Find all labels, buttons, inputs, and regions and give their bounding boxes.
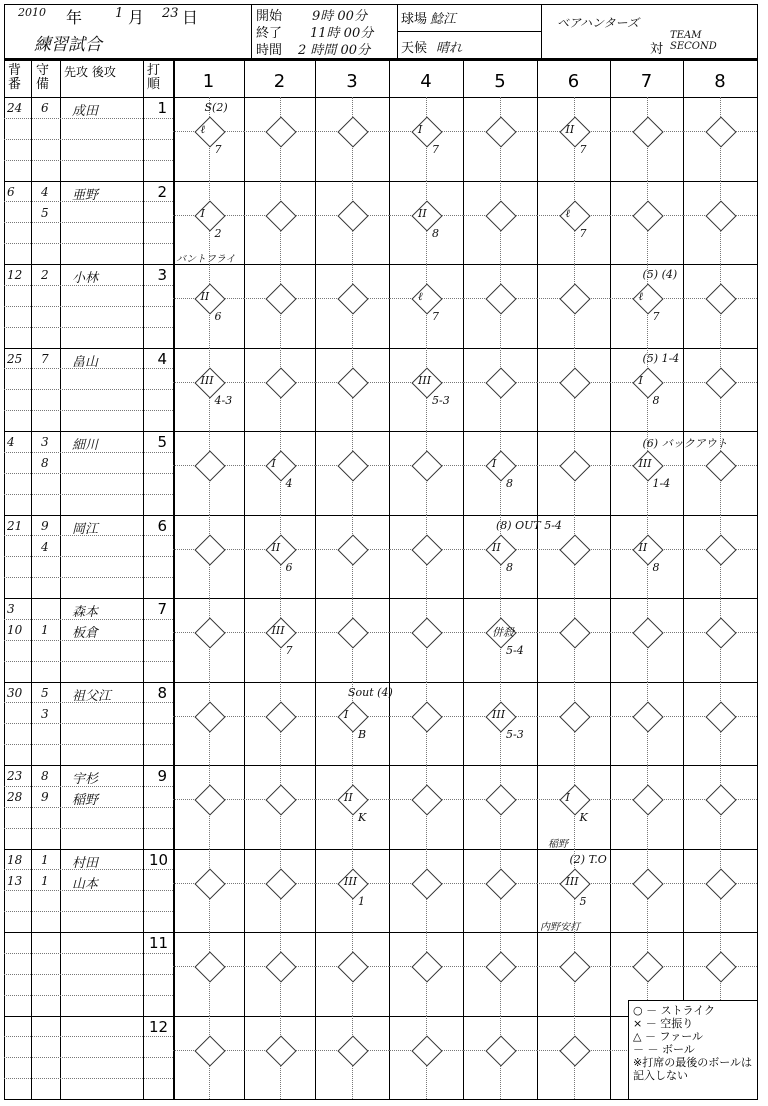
diamond-icon — [337, 951, 368, 982]
grid-column-line — [757, 60, 758, 1099]
player-name: 板倉 — [72, 626, 99, 641]
player-name: 山本 — [72, 876, 99, 892]
weather: 晴れ — [436, 41, 463, 56]
legend-item: － － ボール — [633, 1043, 695, 1056]
day: 23 — [162, 6, 179, 21]
inning-header: 3 — [346, 71, 358, 92]
diamond-icon — [265, 283, 296, 314]
row-line — [4, 682, 757, 683]
at-bat-mark: 6 — [285, 560, 293, 574]
diamond-icon — [632, 951, 663, 982]
grid-column-line — [143, 60, 144, 1099]
at-bat-mark: III — [638, 457, 652, 470]
diamond-icon — [485, 868, 516, 899]
player-number: 30 — [7, 685, 23, 700]
sub-line — [4, 995, 173, 996]
diamond-icon — [632, 868, 663, 899]
inning-header: 2 — [273, 71, 286, 92]
diamond-icon — [632, 617, 663, 648]
inning-header: 6 — [567, 71, 580, 92]
at-bat-mark: II — [344, 791, 353, 804]
at-bat-mark: 7 — [285, 644, 293, 657]
at-bat-mark: II — [565, 123, 575, 136]
diamond-icon — [705, 200, 736, 231]
at-bat-mark: I — [492, 457, 497, 470]
legend-item: × － 空振り — [633, 1017, 694, 1030]
diamond-icon — [559, 701, 590, 732]
row-line — [4, 181, 757, 182]
diamond-icon — [337, 1035, 368, 1066]
at-bat-mark: III — [271, 624, 285, 637]
inning-header: 8 — [714, 71, 726, 92]
grid-column-line — [463, 60, 464, 1099]
player-name: 小林 — [72, 271, 99, 286]
diamond-icon — [559, 450, 590, 481]
team-away: TEAM SECOND — [670, 30, 717, 52]
diamond-icon — [411, 701, 442, 732]
at-bat-mark: 4-3 — [214, 393, 233, 407]
player-name: 亜野 — [72, 187, 99, 203]
diamond-icon — [485, 784, 516, 815]
diamond-icon — [337, 283, 368, 314]
at-bat-mark: B — [358, 727, 367, 741]
inning-header: 1 — [202, 71, 215, 92]
sub-line — [4, 139, 173, 140]
diamond-icon — [705, 617, 736, 648]
batting-order: 1 — [157, 99, 167, 117]
at-bat-mark: 1-4 — [652, 477, 671, 490]
at-bat-mark: 併殺 — [492, 626, 514, 639]
team-home: ベアハンターズ — [557, 16, 639, 30]
player-number: 6 — [7, 184, 15, 199]
player-number: 10 — [7, 623, 23, 637]
sub-line — [4, 306, 173, 307]
diamond-icon — [705, 784, 736, 815]
margin-note: バントフライ — [176, 254, 236, 265]
player-position: 3 — [41, 706, 49, 721]
at-bat-mark: 8 — [652, 560, 660, 574]
sub-line — [4, 243, 173, 244]
row-line — [4, 515, 757, 516]
at-bat-mark: 8 — [506, 560, 513, 574]
diamond-icon — [705, 367, 736, 398]
sub-line — [4, 222, 173, 223]
at-bat-mark: ℓ — [200, 123, 206, 136]
at-bat-mark: 7 — [432, 310, 439, 323]
at-bat-mark: I — [638, 373, 643, 387]
player-name: 祖父江 — [72, 688, 112, 704]
player-name: 稲野 — [72, 793, 99, 808]
at-bat-mark: 8 — [506, 477, 513, 490]
row-line — [4, 598, 757, 599]
player-name: 畠山 — [72, 354, 99, 370]
year: 2010 — [18, 6, 46, 19]
player-number: 18 — [7, 852, 23, 867]
player-number: 3 — [7, 602, 15, 616]
diamond-icon — [705, 450, 736, 481]
legend-box — [628, 1000, 758, 1100]
at-bat-mark: I — [344, 707, 349, 721]
diamond-icon — [705, 951, 736, 982]
at-bat-mark: III — [344, 874, 358, 888]
diamond-icon — [411, 784, 442, 815]
sub-line — [4, 1078, 173, 1079]
diamond-icon — [194, 701, 225, 732]
at-bat-mark: 7 — [652, 310, 660, 323]
player-position: 3 — [41, 435, 49, 449]
at-bat-mark: I — [200, 206, 205, 220]
sub-line — [4, 1057, 173, 1058]
batting-order: 6 — [157, 516, 167, 535]
player-number: 13 — [7, 873, 23, 888]
at-bat-mark: 2 — [214, 226, 222, 240]
at-bat-mark: I — [418, 123, 423, 136]
diamond-icon — [265, 951, 296, 982]
diamond-icon — [337, 116, 368, 147]
at-bat-mark: 1 — [358, 894, 365, 908]
col-side-header: 先攻 後攻 — [64, 65, 116, 79]
diamond-icon — [559, 367, 590, 398]
start-label: 開始 — [256, 9, 283, 24]
sub-line — [4, 744, 173, 745]
grid-column-line — [173, 60, 175, 1099]
diamond-icon — [485, 283, 516, 314]
player-name: 成田 — [72, 104, 99, 119]
player-position: 9 — [41, 518, 49, 533]
sub-line — [4, 661, 173, 662]
player-number: 28 — [7, 790, 23, 804]
row-line — [4, 932, 757, 933]
diamond-icon — [485, 951, 516, 982]
batting-order: 2 — [157, 182, 167, 201]
grid-column-line — [31, 60, 32, 1099]
sub-line — [4, 723, 173, 724]
sub-line — [4, 1036, 173, 1037]
player-name: 宇杉 — [72, 772, 99, 787]
at-bat-mark: III — [200, 373, 214, 387]
player-name: 森本 — [72, 605, 99, 620]
diamond-icon — [705, 868, 736, 899]
inning-header: 4 — [420, 71, 432, 92]
diamond-icon — [411, 868, 442, 899]
player-name: 細川 — [72, 438, 99, 453]
col-number-header: 背番 — [8, 63, 22, 92]
diamond-icon — [337, 367, 368, 398]
at-bat-mark: (5) (4) — [642, 268, 678, 281]
diamond-icon — [485, 116, 516, 147]
batting-order: 12 — [149, 1017, 169, 1036]
at-bat-mark: I — [271, 457, 276, 470]
diamond-icon — [411, 1035, 442, 1066]
at-bat-mark: 7 — [579, 226, 587, 240]
at-bat-mark: 8 — [432, 226, 439, 240]
inning-header: 5 — [494, 71, 506, 92]
row-line — [4, 431, 757, 432]
at-bat-mark: II — [200, 290, 210, 303]
at-bat-mark: ℓ — [565, 206, 571, 220]
at-bat-mark: 8 — [652, 393, 660, 407]
duration-label: 時間 — [256, 43, 283, 58]
batting-order: 3 — [157, 266, 167, 284]
diamond-icon — [194, 450, 225, 481]
player-position: 4 — [41, 539, 49, 554]
sub-line — [4, 556, 173, 557]
diamond-icon — [194, 1035, 225, 1066]
grid-column-line — [537, 60, 538, 1099]
diamond-icon — [485, 200, 516, 231]
at-bat-mark: 7 — [214, 143, 222, 156]
batting-order: 8 — [157, 683, 167, 702]
sub-line — [4, 494, 173, 495]
at-bat-mark: III — [565, 874, 579, 888]
batting-order: 5 — [157, 433, 167, 451]
diamond-icon — [194, 534, 225, 565]
diamond-icon — [559, 617, 590, 648]
diamond-icon — [559, 534, 590, 565]
batting-order: 9 — [157, 767, 167, 785]
player-number: 24 — [7, 101, 23, 115]
at-bat-mark: 4 — [285, 477, 293, 490]
diamond-icon — [485, 367, 516, 398]
diamond-icon — [265, 367, 296, 398]
at-bat-mark: (8) OUT 5-4 — [496, 518, 562, 532]
month-label: 月 — [128, 8, 145, 27]
at-bat-mark: ℓ — [638, 290, 644, 303]
batting-order: 11 — [149, 934, 169, 952]
player-position: 4 — [41, 184, 49, 199]
player-position: 1 — [41, 852, 49, 867]
at-bat-mark: II — [418, 206, 427, 220]
sub-line — [4, 828, 173, 829]
diamond-icon — [265, 701, 296, 732]
game-type: 練習試合 — [34, 35, 102, 55]
at-bat-mark: S(2) — [204, 101, 228, 114]
at-bat-mark: Sout (4) — [348, 685, 393, 699]
at-bat-mark: I — [565, 791, 570, 804]
diamond-icon — [265, 784, 296, 815]
year-label: 年 — [66, 8, 83, 27]
at-bat-mark: 7 — [579, 143, 587, 156]
diamond-icon — [411, 450, 442, 481]
start-time: 9時 00分 — [312, 9, 367, 24]
diamond-icon — [337, 200, 368, 231]
legend-item: △ － ファール — [633, 1030, 704, 1043]
margin-note: 内野安打 — [540, 922, 580, 933]
diamond-icon — [705, 283, 736, 314]
player-position: 8 — [41, 769, 49, 783]
grid-header-line — [4, 97, 757, 98]
diamond-icon — [632, 784, 663, 815]
diamond-icon — [411, 617, 442, 648]
batting-order: 4 — [157, 349, 167, 368]
at-bat-mark: II — [492, 540, 501, 554]
diamond-icon — [559, 951, 590, 982]
grid-column-line — [683, 60, 684, 1099]
at-bat-mark: 6 — [214, 310, 222, 323]
player-number: 4 — [7, 435, 15, 449]
at-bat-mark: (2) T.O — [569, 852, 607, 866]
sub-line — [4, 410, 173, 411]
sub-line — [4, 473, 173, 474]
diamond-icon — [265, 868, 296, 899]
batting-order: 10 — [149, 850, 169, 869]
diamond-icon — [194, 868, 225, 899]
player-name: 岡江 — [72, 521, 99, 537]
sub-line — [4, 327, 173, 328]
row-line — [4, 348, 757, 349]
at-bat-mark: III — [492, 707, 506, 721]
player-position: 8 — [41, 456, 49, 470]
inning-header: 7 — [640, 71, 653, 92]
at-bat-mark: (5) 1-4 — [642, 351, 680, 365]
player-position: 6 — [41, 101, 49, 115]
legend-item: ○ － ストライク — [633, 1004, 716, 1017]
grid-column-line — [60, 60, 61, 1099]
diamond-icon — [194, 951, 225, 982]
at-bat-mark: 7 — [432, 143, 439, 156]
player-position: 1 — [41, 623, 49, 637]
at-bat-mark: K — [358, 811, 367, 824]
diamond-icon — [265, 1035, 296, 1066]
sub-line — [4, 160, 173, 161]
player-position: 7 — [41, 351, 49, 366]
grid-column-line — [315, 60, 316, 1099]
player-name: 村田 — [72, 855, 99, 871]
at-bat-mark: 5-4 — [506, 644, 524, 657]
diamond-icon — [337, 450, 368, 481]
diamond-icon — [705, 534, 736, 565]
player-position: 2 — [41, 268, 49, 282]
col-position-header: 守備 — [36, 63, 50, 92]
grid-column-line — [244, 60, 245, 1099]
diamond-icon — [632, 116, 663, 147]
diamond-icon — [559, 283, 590, 314]
grid-column-line — [4, 60, 5, 1099]
sub-line — [4, 577, 173, 578]
player-position: 5 — [41, 685, 49, 700]
sub-line — [4, 911, 173, 912]
sub-line — [4, 974, 173, 975]
col-order-header: 打順 — [147, 63, 161, 92]
player-position: 1 — [41, 873, 49, 888]
grid-column-line — [610, 60, 611, 1099]
diamond-icon — [194, 617, 225, 648]
grid-column-line — [389, 60, 390, 1099]
weather-label: 天候 — [401, 41, 428, 56]
at-bat-mark: K — [579, 811, 588, 824]
diamond-icon — [705, 701, 736, 732]
margin-note: 稲野 — [548, 838, 568, 850]
ballpark: 鯰江 — [430, 12, 457, 27]
player-number: 12 — [7, 268, 23, 282]
at-bat-mark: III — [418, 373, 432, 387]
batting-order: 7 — [157, 600, 167, 618]
row-line — [4, 849, 757, 850]
grid-top-line — [4, 60, 757, 61]
diamond-icon — [194, 784, 225, 815]
ballpark-label: 球場 — [401, 12, 428, 27]
diamond-icon — [485, 1035, 516, 1066]
legend-note: ※打席の最後のボールは記入しない — [633, 1056, 752, 1082]
day-label: 日 — [182, 8, 199, 27]
player-number: 25 — [7, 351, 23, 366]
sub-line — [4, 953, 173, 954]
duration: 2 時間 00分 — [298, 43, 371, 58]
at-bat-mark: 5-3 — [506, 727, 524, 741]
player-number: 21 — [7, 518, 23, 533]
diamond-icon — [265, 200, 296, 231]
diamond-icon — [337, 534, 368, 565]
diamond-icon — [559, 1035, 590, 1066]
month: 1 — [115, 6, 124, 21]
vs-label: 対 — [650, 42, 664, 57]
sub-line — [4, 389, 173, 390]
diamond-icon — [411, 951, 442, 982]
player-position: 5 — [41, 205, 49, 220]
at-bat-mark: 5 — [579, 894, 587, 908]
row-line — [4, 765, 757, 766]
at-bat-mark: 5-3 — [432, 393, 450, 407]
player-number: 23 — [7, 769, 23, 783]
diamond-icon — [411, 534, 442, 565]
row-line — [4, 264, 757, 265]
diamond-icon — [632, 701, 663, 732]
player-position: 9 — [41, 790, 49, 804]
end-time: 11時 00分 — [310, 26, 374, 41]
diamond-icon — [705, 116, 736, 147]
at-bat-mark: ℓ — [418, 290, 423, 303]
diamond-icon — [265, 116, 296, 147]
at-bat-mark: (6) バックアウト — [642, 437, 728, 450]
at-bat-mark: II — [271, 540, 281, 554]
at-bat-mark: II — [638, 540, 648, 554]
end-label: 終了 — [256, 26, 283, 41]
diamond-icon — [632, 200, 663, 231]
diamond-icon — [337, 617, 368, 648]
